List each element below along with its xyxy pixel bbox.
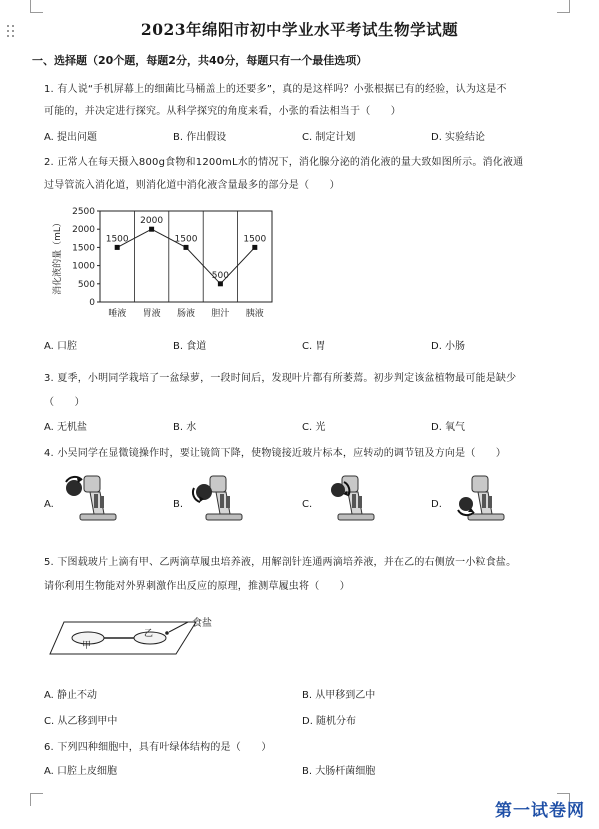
- corner-mark-bottom-left: [30, 793, 43, 806]
- slide-label-jia: 甲: [82, 641, 92, 651]
- y-tick-label: 1000: [72, 261, 95, 272]
- data-label: 1500: [105, 234, 129, 245]
- q4-line-1: 4. 小吴同学在显微镜操作时，要让镜筒下降，使物镜接近玻片标本，应转动的调节钮及方向是（ ）: [44, 448, 507, 459]
- q1-line-1: 1. 有人说“手机屏幕上的细菌比马桶盖上的还要多”，真的是这样吗？小张根据已有的经验，认为这是不: [44, 84, 507, 95]
- q4-option-a[interactable]: A.: [44, 499, 54, 510]
- q3-line-1: 3. 夏季，小明同学栽培了一盆绿萝，一段时间后，发现叶片都有所萎蔫。初步判定该盆植物最可能是缺少: [44, 373, 517, 384]
- microscope-icon[interactable]: [448, 474, 508, 524]
- x-tick-label: 胰液: [245, 309, 264, 319]
- q2-option-c[interactable]: C. 胃: [302, 341, 326, 352]
- page-title: 2023年绵阳市初中学业水平考试生物学试题: [140, 20, 459, 39]
- y-axis-label: 消化液的量（mL）: [53, 218, 63, 295]
- y-tick-label: 500: [77, 279, 95, 290]
- q2-line-2: 过导管流入消化道，则消化道中消化液含量最多的部分是（ ）: [44, 180, 340, 191]
- q2-option-d[interactable]: D. 小肠: [431, 341, 466, 352]
- data-label: 500: [211, 270, 229, 281]
- q3-line-2: （ ）: [44, 397, 85, 408]
- x-tick-label: 胃液: [142, 309, 161, 319]
- q1-option-d[interactable]: D. 实验结论: [431, 132, 486, 143]
- data-label: 1500: [174, 234, 198, 245]
- q2-option-a[interactable]: A. 口腔: [44, 341, 78, 352]
- q5-option-d[interactable]: D. 随机分布: [302, 716, 357, 727]
- y-tick-label: 0: [89, 298, 95, 308]
- q5-option-c[interactable]: C. 从乙移到甲中: [44, 716, 118, 727]
- microscope-icon[interactable]: [318, 474, 378, 524]
- q3-option-c[interactable]: C. 光: [302, 422, 326, 433]
- q6-option-b[interactable]: B. 大肠杆菌细胞: [302, 766, 376, 777]
- q3-option-d[interactable]: D. 氧气: [431, 422, 466, 433]
- microscope-icon[interactable]: [60, 474, 120, 524]
- q2-option-b[interactable]: B. 食道: [173, 341, 207, 352]
- microscope-icon[interactable]: [186, 474, 246, 524]
- q6-line-1: 6. 下列四种细胞中，具有叶绿体结构的是（ ）: [44, 742, 272, 753]
- y-tick-label: 1500: [72, 243, 95, 254]
- slide-label-yi: 乙: [144, 629, 154, 639]
- q4-option-d[interactable]: D.: [431, 499, 442, 510]
- q1-option-b[interactable]: B. 作出假设: [173, 132, 227, 143]
- q4-option-c[interactable]: C.: [302, 499, 313, 510]
- q3-option-a[interactable]: A. 无机盐: [44, 422, 88, 433]
- section-heading: 一、选择题（20个题，每题2分，共40分，每题只有一个最佳选项）: [32, 54, 368, 67]
- corner-mark-top-right: [557, 0, 570, 13]
- data-label: 1500: [243, 234, 267, 245]
- q5-option-b[interactable]: B. 从甲移到乙中: [302, 690, 376, 701]
- q4-option-b[interactable]: B.: [173, 499, 184, 510]
- digestive-juice-chart: [48, 202, 288, 328]
- data-label: 2000: [140, 216, 164, 227]
- x-tick-label: 唾液: [108, 309, 127, 319]
- data-point: [149, 227, 154, 232]
- data-point: [115, 245, 120, 250]
- y-tick-label: 2500: [72, 207, 95, 217]
- x-tick-label: 肠液: [176, 309, 196, 319]
- q1-line-2: 可能的，并决定进行探究。从科学探究的角度来看，小张的看法相当于（ ）: [44, 106, 401, 117]
- y-tick-label: 2000: [72, 225, 95, 236]
- q3-option-b[interactable]: B. 水: [173, 422, 197, 433]
- q5-option-a[interactable]: A. 静止不动: [44, 690, 98, 701]
- q1-option-a[interactable]: A. 提出问题: [44, 132, 98, 143]
- q5-line-2: 请你利用生物能对外界刺激作出反应的原理，推测草履虫将（ ）: [44, 581, 350, 592]
- data-point: [184, 245, 189, 250]
- corner-mark-top-left: [30, 0, 43, 13]
- slide-diagram: [48, 608, 238, 666]
- x-tick-label: 胆汁: [211, 309, 230, 319]
- q1-option-c[interactable]: C. 制定计划: [302, 132, 356, 143]
- q5-line-1: 5. 下图载玻片上滴有甲、乙两滴草履虫培养液，用解剖针连通两滴培养液，并在乙的右侧放一小粒食盐。: [44, 557, 517, 568]
- slide-label-salt: 食盐: [192, 618, 212, 629]
- brand-watermark: 第一试卷网: [495, 801, 585, 821]
- q6-option-a[interactable]: A. 口腔上皮细胞: [44, 766, 118, 777]
- data-point: [218, 281, 223, 286]
- q2-line-1: 2. 正常人在每天摄入800g食物和1200mL水的情况下，消化腺分泌的消化液的量大致如图所示。消化液通: [44, 157, 524, 168]
- data-point: [252, 245, 257, 250]
